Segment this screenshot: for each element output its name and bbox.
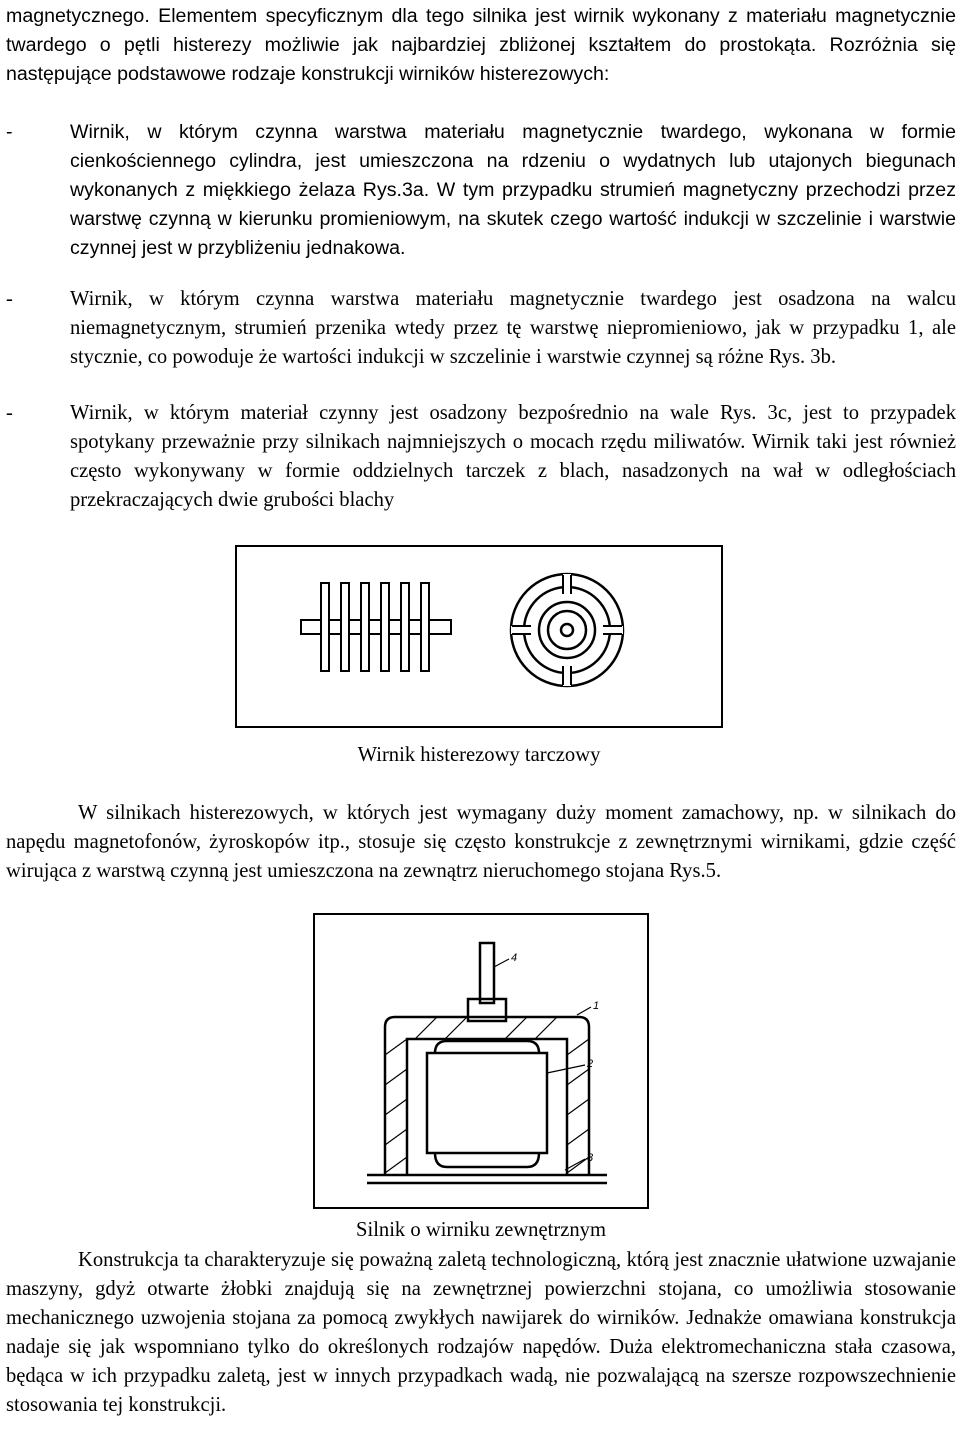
part-label: 2 — [587, 1058, 594, 1070]
body-paragraph: Konstrukcja ta charakteryzuje się poważną zaletą technologiczną, którą jest znacznie ułatwione uzwajanie maszyny, gdyż otwarte żłobki znajdują się na zewnętrznej powierzchni stojana, co umożliwia stosowanie mechanicznego uzwojenia stojana za pomocą zwykłych nawijarek do wirników. Jednakże omawiana konstrukcja nadaje się jak wspomniano tylko do określonych rodzajów napędów. Duża elektromechaniczna stała czasowa, będąca w ich przypadku zaletą, jest w innych przypadkach wadą, nie pozwalającą na szersze rozpowszechnienie stosowania tej konstrukcji. — [6, 1249, 956, 1416]
figure-disc-rotor — [235, 545, 723, 728]
figure-caption: Wirnik histerezowy tarczowy — [357, 744, 601, 766]
figure-caption: Silnik o wirniku zewnętrznym — [356, 1219, 606, 1241]
external-rotor-drawing — [315, 915, 647, 1207]
list-item-text: Wirnik, w którym materiał czynny jest osadzony bezpośrednio na wale Rys. 3c, jest to przypadek spotykany przeważnie przy silnikach najmniejszych o mocach rzędu miliwatów. Wirnik taki jest również często wykonywany w formie oddzielnych tarczek z blach, nasadzonych na wał w odległościach przekraczających dwie grubości blachy — [70, 402, 956, 511]
intro-paragraph: magnetycznego. Elementem specyficznym dla tego silnika jest wirnik wykonany z materiału magnetycznie twardego o pętli histerezy możliwie jak najbardziej zbliżonej kształtem do prostokąta. Rozróżnia się następujące podstawowe rodzaje konstrukcji wirników histerezowych: — [6, 5, 956, 85]
part-label: 3 — [587, 1152, 594, 1164]
list-item-text: Wirnik, w którym czynna warstwa materiału magnetycznie twardego, wykonana w formie cienkościennego cylindra, jest umieszczona na rdzeniu o wydatnych lub utajonych biegunach wykonanych z miękkiego żelaza Rys.3a. W tym przypadku strumień magnetyczny przechodzi przez warstwę czynną w kierunku promieniowym, na skutek czego wartość indukcji w szczelinie i warstwie czynnej jest w przybliżeniu jednakowa. — [70, 121, 956, 259]
body-paragraph: W silnikach histerezowych, w których jest wymagany duży moment zamachowy, np. w silnikach do napędu magnetofonów, żyroskopów itp., stosuje się często konstrukcje z zewnętrznymi wirnikami, gdzie część wirująca z warstwą czynną jest umieszczona na zewnątrz nieruchomego stojana Rys.5. — [6, 802, 956, 882]
part-label: 1 — [593, 1000, 600, 1012]
figure-external-rotor-motor — [313, 913, 649, 1209]
list-item — [6, 399, 956, 515]
list-item-text: Wirnik, w którym czynna warstwa materiału magnetycznie twardego jest osadzona na walcu niemagnetycznym, strumień przenika wtedy przez tę warstwę niepromieniowo, jak w przypadku 1, ale stycznie, co powoduje że wartości indukcji w szczelinie i warstwie czynnej są różne Rys. 3b. — [70, 288, 956, 368]
list-dash: - — [6, 288, 13, 310]
list-dash: - — [6, 121, 13, 143]
list-dash: - — [6, 402, 13, 424]
disc-rotor-drawing — [237, 547, 721, 726]
part-label: 4 — [511, 952, 518, 964]
list-item — [6, 285, 956, 372]
list-item — [6, 118, 956, 263]
